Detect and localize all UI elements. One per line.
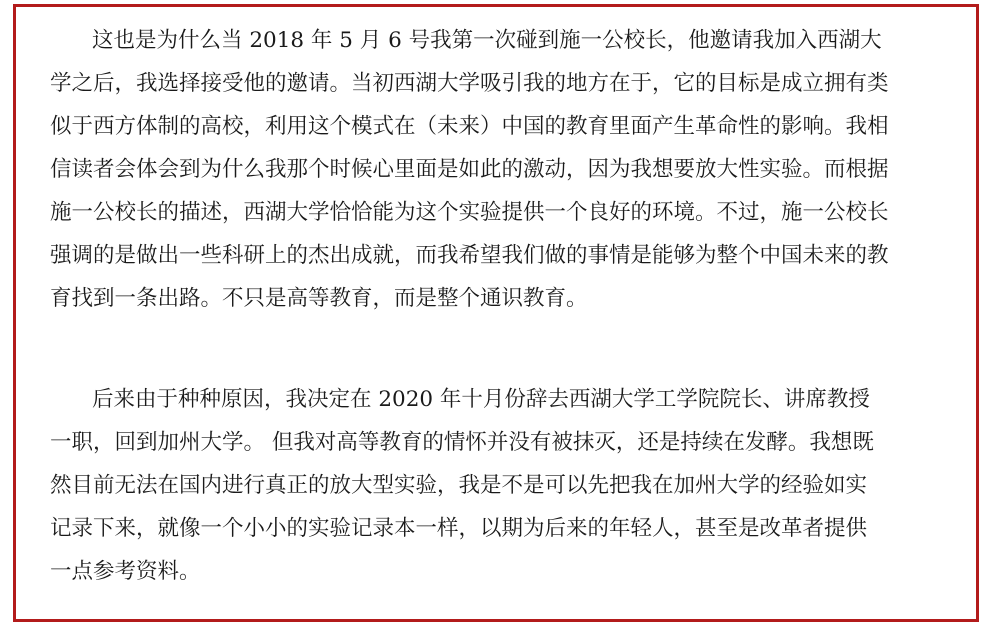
paragraph-1-line-2: 学之后，我选择接受他的邀请。当初西湖大学吸引我的地方在于，它的目标是成立拥有类 <box>50 71 889 96</box>
paragraph-2-line-4: 记录下来，就像一个小小的实验记录本一样，以期为后来的年轻人，甚至是改革者提供 <box>50 516 868 541</box>
document-frame <box>13 4 979 622</box>
paragraph-1-line-7: 育找到一条出路。不只是高等教育，而是整个通识教育。 <box>50 286 588 311</box>
paragraph-2-line-2: 一职，回到加州大学。 但我对高等教育的情怀并没有被抹灭，还是持续在发酵。我想既 <box>50 430 874 455</box>
paragraph-1-line-4: 信读者会体会到为什么我那个时候心里面是如此的激动，因为我想要放大性实验。而根据 <box>50 157 889 182</box>
paragraph-2-line-3: 然目前无法在国内进行真正的放大型实验，我是不是可以先把我在加州大学的经验如实 <box>50 473 868 498</box>
paragraph-2-line-5: 一点参考资料。 <box>50 559 201 584</box>
paragraph-2-line-1: 后来由于种种原因，我决定在 2020 年十月份辞去西湖大学工学院院长、讲席教授 <box>92 387 870 412</box>
paragraph-1-line-5: 施一公校长的描述，西湖大学恰恰能为这个实验提供一个良好的环境。不过，施一公校长 <box>50 200 889 225</box>
paragraph-1-line-1: 这也是为什么当 2018 年 5 月 6 号我第一次碰到施一公校长，他邀请我加入西湖大 <box>92 28 882 53</box>
paragraph-1-line-6: 强调的是做出一些科研上的杰出成就，而我希望我们做的事情是能够为整个中国未来的教 <box>50 243 889 268</box>
paragraph-1-line-3: 似于西方体制的高校，利用这个模式在（未来）中国的教育里面产生革命性的影响。我相 <box>50 114 889 139</box>
